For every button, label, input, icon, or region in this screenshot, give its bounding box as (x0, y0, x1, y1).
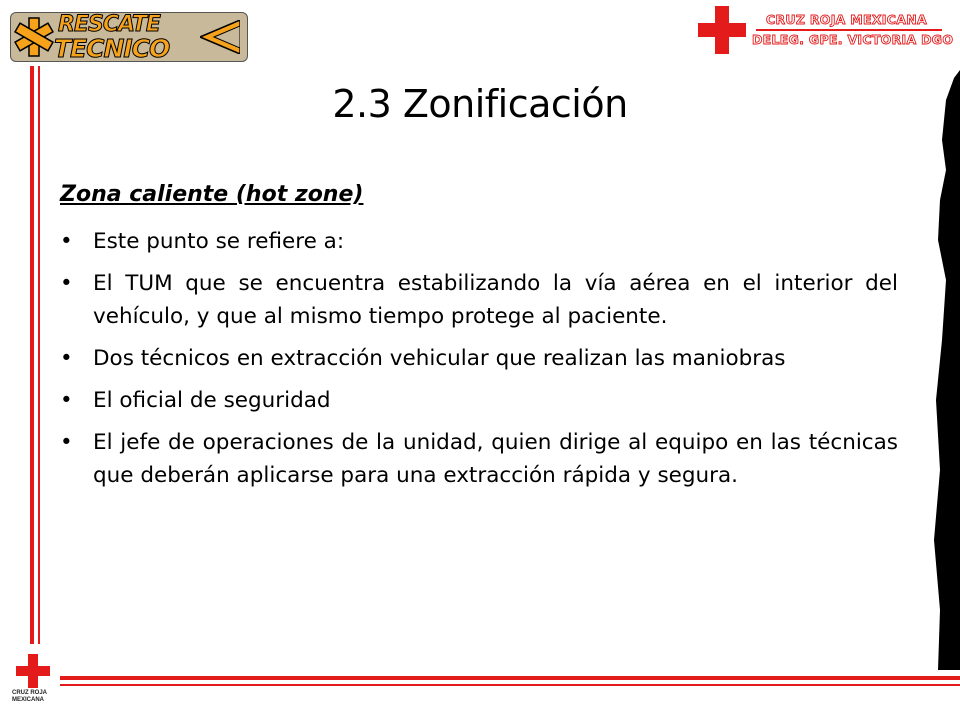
bullet-text: El oficial de seguridad (93, 388, 331, 413)
list-item (60, 342, 898, 375)
cruz-roja-bottom-label: CRUZ ROJA (12, 690, 48, 696)
bullet-icon: • (60, 346, 73, 371)
logo-word-rescate: RESCATE (58, 12, 160, 37)
list-item (60, 426, 898, 492)
bullet-text: El TUM que se encuentra estabilizando la vía aérea en el interior del vehículo, y que al mismo tiempo protege al paciente. (93, 271, 898, 329)
bottom-red-line-thin (60, 684, 960, 686)
red-cross-icon (16, 654, 50, 688)
left-red-line-thin (38, 66, 40, 644)
list-item (60, 225, 898, 258)
bullet-text: Este punto se refiere a: (93, 229, 345, 254)
cruz-roja-org-name: CRUZ ROJA MEXICANA (766, 12, 927, 27)
list-item (60, 267, 898, 333)
cruz-roja-bottom-label: MEXICANA (12, 697, 45, 703)
bullet-text: Dos técnicos en extracción vehicular que realizan las maniobras (93, 346, 786, 371)
bottom-red-line-thick (60, 676, 960, 680)
logo-arrow-icon (200, 20, 240, 54)
star-of-life-icon (12, 16, 56, 58)
bullet-icon: • (60, 229, 73, 254)
slide-title: 2.3 Zonificación (332, 82, 628, 126)
cruz-roja-delegation: DELEG. GPE. VICTORIA DGO (752, 32, 954, 47)
section-subtitle: Zona caliente (hot zone) (60, 182, 364, 207)
bullet-icon: • (60, 388, 73, 413)
left-red-line-thick (30, 66, 34, 644)
logo-word-tecnico: TECNICO (54, 34, 170, 63)
bullet-text: El jefe de operaciones de la unidad, quien dirige al equipo en las técnicas que deberán aplicarse para una extracción rápida y segura. (93, 430, 898, 488)
header-divider (756, 29, 942, 31)
bullet-icon: • (60, 430, 73, 455)
list-item (60, 384, 898, 417)
rescate-tecnico-logo (10, 12, 248, 62)
red-cross-icon (698, 6, 746, 54)
figure-silhouette (920, 70, 960, 670)
bullet-list (60, 225, 898, 501)
bullet-icon: • (60, 271, 73, 296)
